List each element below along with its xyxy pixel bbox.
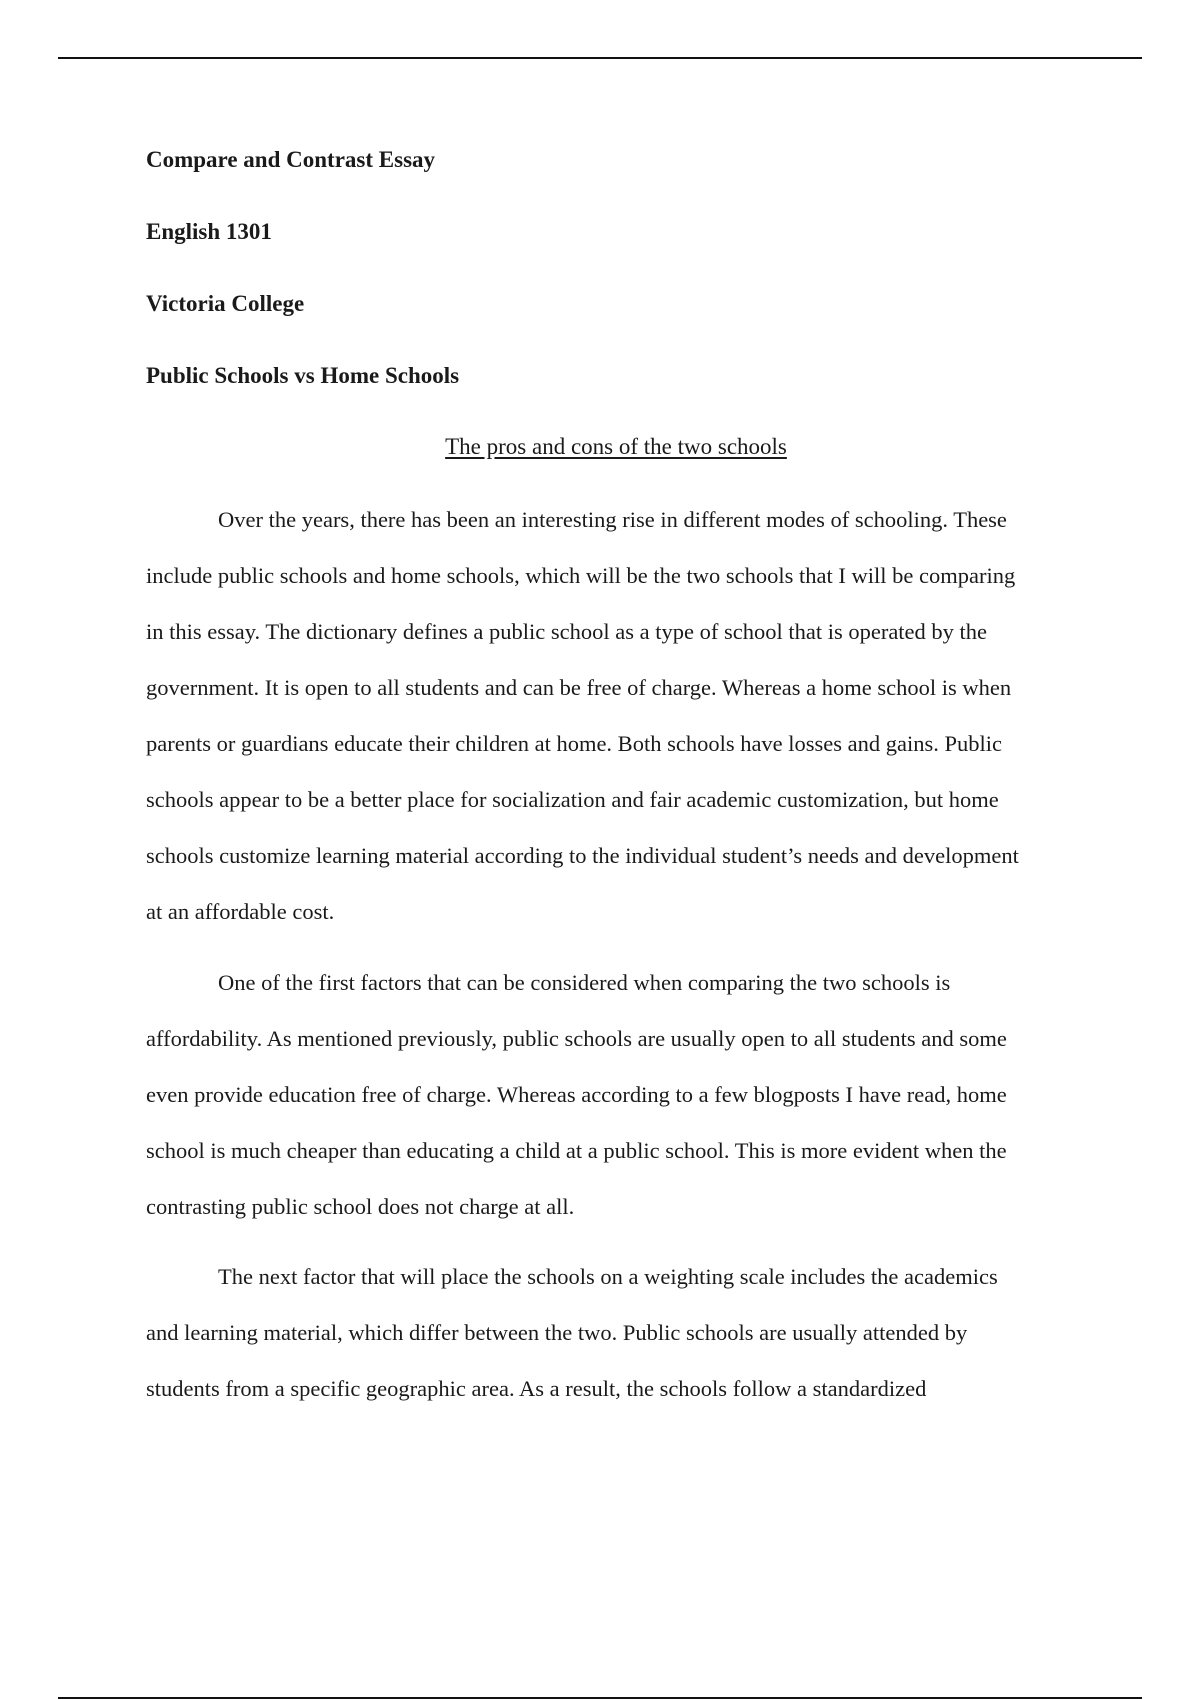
- paragraph-line: One of the first factors that can be considered when comparing the two schools is: [218, 970, 951, 995]
- paragraph-line: at an affordable cost.: [146, 899, 335, 924]
- college-heading: Victoria College: [146, 291, 305, 316]
- paragraph-line: government. It is open to all students and can be free of charge. Whereas a home school is when: [146, 675, 1012, 700]
- paragraph-line: even provide education free of charge. Whereas according to a few blogposts I have read, home: [146, 1082, 1007, 1107]
- paragraph-line: contrasting public school does not charge at all.: [146, 1194, 575, 1219]
- paragraph-line: school is much cheaper than educating a child at a public school. This is more evident when the: [146, 1138, 1007, 1163]
- paragraph-line: schools appear to be a better place for socialization and fair academic customization, but home: [146, 787, 999, 812]
- paragraph-3: [146, 1249, 1086, 1417]
- top-rule: [58, 57, 1142, 59]
- paragraph-line: Over the years, there has been an interesting rise in different modes of schooling. These: [218, 507, 1007, 532]
- essay-subtitle: The pros and cons of the two schools: [445, 434, 787, 459]
- essay-title-heading: Public Schools vs Home Schools: [146, 363, 460, 388]
- paragraph-line: in this essay. The dictionary defines a public school as a type of school that is operated by the: [146, 619, 988, 644]
- bottom-rule: [58, 1697, 1142, 1699]
- paragraph-line: The next factor that will place the schools on a weighting scale includes the academics: [218, 1264, 998, 1289]
- paragraph-line: include public schools and home schools, which will be the two schools that I will be comparing: [146, 563, 1016, 588]
- paragraph-line: and learning material, which differ between the two. Public schools are usually attended by: [146, 1320, 968, 1345]
- paragraph-line: students from a specific geographic area. As a result, the schools follow a standardized: [146, 1376, 927, 1401]
- paragraph-1: [146, 492, 1086, 940]
- essay-type-heading: Compare and Contrast Essay: [146, 147, 436, 172]
- course-heading: English 1301: [146, 219, 272, 244]
- paragraph-line: parents or guardians educate their children at home. Both schools have losses and gains. Public: [146, 731, 1003, 756]
- paragraph-line: affordability. As mentioned previously, public schools are usually open to all students and some: [146, 1026, 1007, 1051]
- paragraph-line: schools customize learning material according to the individual student’s needs and development: [146, 843, 1019, 868]
- paragraph-2: [146, 955, 1086, 1235]
